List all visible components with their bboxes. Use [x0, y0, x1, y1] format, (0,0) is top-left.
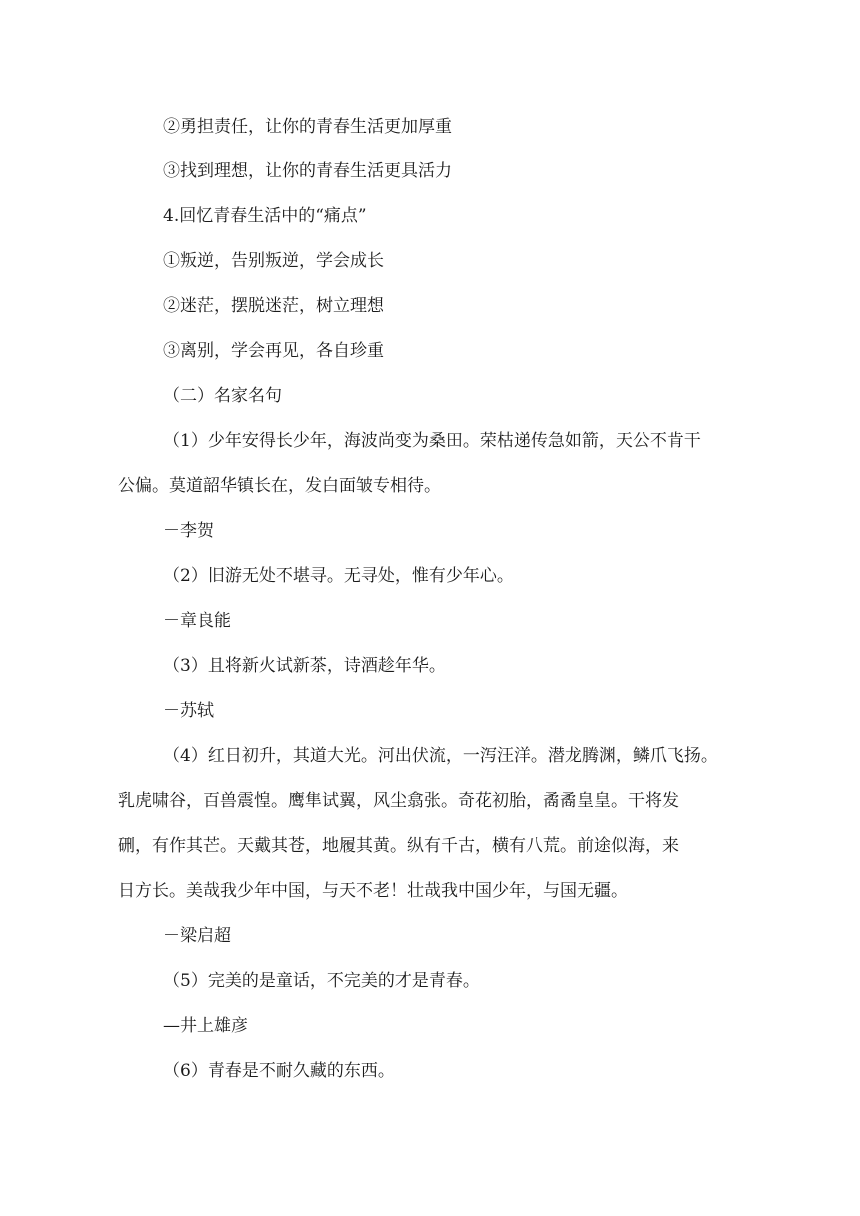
section-heading-famous-quotes: （二）名家名句 [163, 386, 282, 406]
quote-1-line-2: 公偏。莫道韶华镇长在，发白面皱专相待。 [118, 476, 441, 496]
quote-6: （6）青春是不耐久藏的东西。 [163, 1061, 395, 1081]
list-item-ideal: ③找到理想，让你的青春生活更具活力 [163, 161, 452, 181]
quote-1-author: －李贺 [163, 521, 214, 541]
quote-3: （3）且将新火试新茶，诗酒趁年华。 [163, 656, 446, 676]
quote-2-author: －章良能 [163, 611, 231, 631]
quote-1-line-1: （1）少年安得长少年，海波尚变为桑田。荣枯递传急如箭，天公不肯干 [163, 431, 701, 451]
quote-4-line-1: （4）红日初升，其道大光。河出伏流，一泻汪洋。潜龙腾渊，鳞爪飞扬。 [163, 746, 718, 766]
quote-4-line-4: 日方长。美哉我少年中国，与天不老！壮哉我中国少年，与国无疆。 [118, 881, 628, 901]
list-item-rebellion: ①叛逆，告别叛逆，学会成长 [163, 251, 384, 271]
quote-4-author: －梁启超 [163, 926, 231, 946]
quote-5: （5）完美的是童话，不完美的才是青春。 [163, 971, 480, 991]
quote-2: （2）旧游无处不堪寻。无寻处，惟有少年心。 [163, 566, 514, 586]
quote-5-author: —井上雄彦 [163, 1016, 248, 1036]
quote-4-line-2: 乳虎啸谷，百兽震惶。鹰隼试翼，风尘翕张。奇花初胎，矞矞皇皇。干将发 [118, 791, 679, 811]
quote-4-line-3: 硎，有作其芒。天戴其苍，地履其黄。纵有千古，横有八荒。前途似海，来 [118, 836, 679, 856]
list-item-confusion: ②迷茫，摆脱迷茫，树立理想 [163, 296, 384, 316]
quote-3-author: －苏轼 [163, 701, 214, 721]
section-heading-pain-points: 4.回忆青春生活中的“痛点” [163, 206, 367, 226]
list-item-farewell: ③离别，学会再见，各自珍重 [163, 341, 384, 361]
list-item-responsibility: ②勇担责任，让你的青春生活更加厚重 [163, 117, 452, 137]
